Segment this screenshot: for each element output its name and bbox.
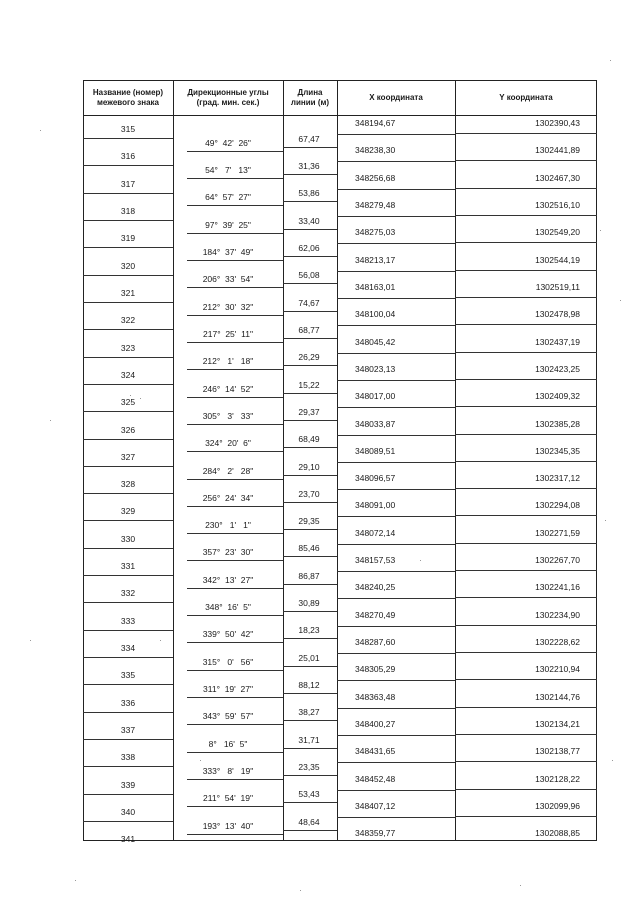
scan-speck: [50, 420, 51, 421]
row-divider: [83, 357, 173, 358]
row-divider: [455, 160, 597, 161]
x-coordinate: 348452,48: [355, 774, 396, 784]
row-divider: [455, 816, 597, 817]
row-divider: [283, 147, 337, 148]
row-divider: [337, 462, 455, 463]
row-divider: [337, 271, 455, 272]
row-divider: [337, 325, 455, 326]
line-length: 29,35: [298, 516, 320, 526]
direction-angle: 339° 50' 42": [202, 629, 254, 639]
row-divider: [337, 298, 455, 299]
direction-angle: 343° 59' 57": [202, 711, 254, 721]
x-coordinate: 348240,25: [355, 582, 396, 592]
row-divider: [283, 201, 337, 202]
row-divider: [283, 229, 337, 230]
row-divider: [283, 338, 337, 339]
scan-speck: [160, 640, 161, 641]
row-divider: [83, 193, 173, 194]
row-divider: [283, 502, 337, 503]
row-divider: [337, 790, 455, 791]
mark-number: 320: [120, 261, 136, 271]
y-coordinate: 1302317,12: [535, 473, 580, 483]
x-coordinate: 348238,30: [355, 145, 396, 155]
scan-speck: [40, 130, 41, 131]
direction-angle: 97° 39' 25": [205, 220, 251, 230]
row-divider: [187, 178, 283, 179]
x-coordinate: 348270,49: [355, 610, 396, 620]
y-coordinate: 1302294,08: [535, 500, 580, 510]
row-divider: [337, 544, 455, 545]
scan-speck: [140, 398, 141, 399]
line-length: 25,01: [298, 653, 320, 663]
scan-speck: [130, 395, 131, 396]
line-length: 68,77: [298, 325, 320, 335]
row-divider: [337, 762, 455, 763]
y-coordinate: 1302390,43: [535, 118, 580, 128]
x-coordinate: 348023,13: [355, 364, 396, 374]
mark-number: 317: [120, 179, 136, 189]
row-divider: [337, 680, 455, 681]
mark-number: 332: [120, 588, 136, 598]
row-divider: [283, 611, 337, 612]
row-divider: [455, 406, 597, 407]
y-coordinate: 1302241,16: [535, 582, 580, 592]
x-coordinate: 348100,04: [355, 309, 396, 319]
row-divider: [187, 533, 283, 534]
row-divider: [337, 189, 455, 190]
row-divider: [283, 720, 337, 721]
mark-number: 323: [120, 343, 136, 353]
row-divider: [337, 626, 455, 627]
row-divider: [455, 625, 597, 626]
x-coordinate: 348305,29: [355, 664, 396, 674]
row-divider: [455, 188, 597, 189]
row-divider: [187, 424, 283, 425]
row-divider: [337, 489, 455, 490]
row-divider: [337, 598, 455, 599]
x-coordinate: 348279,48: [355, 200, 396, 210]
row-divider: [187, 369, 283, 370]
direction-angle: 284° 2' 28": [202, 466, 254, 476]
row-divider: [83, 520, 173, 521]
row-divider: [337, 435, 455, 436]
row-divider: [337, 161, 455, 162]
line-length: 23,70: [298, 489, 320, 499]
row-divider: [187, 479, 283, 480]
row-divider: [187, 451, 283, 452]
row-divider: [187, 260, 283, 261]
line-length: 29,10: [298, 462, 320, 472]
row-divider: [187, 397, 283, 398]
line-length: 38,27: [298, 707, 320, 717]
direction-angle: 324° 20' 6": [205, 438, 251, 448]
line-length: 48,64: [298, 817, 320, 827]
row-divider: [283, 584, 337, 585]
row-divider: [187, 615, 283, 616]
y-coordinate: 1302478,98: [535, 309, 580, 319]
row-divider: [283, 693, 337, 694]
line-length: 15,22: [298, 380, 320, 390]
row-divider: [455, 789, 597, 790]
header-direction: Дирекционные углы (град. мин. сек.): [187, 88, 269, 107]
mark-number: 329: [120, 506, 136, 516]
mark-number: 338: [120, 752, 136, 762]
y-coordinate: 1302099,96: [535, 801, 580, 811]
direction-angle: 256° 24' 34": [202, 493, 254, 503]
y-coordinate: 1302267,70: [535, 555, 580, 565]
row-divider: [455, 734, 597, 735]
x-coordinate: 348359,77: [355, 828, 396, 838]
line-length: 26,29: [298, 352, 320, 362]
row-divider: [83, 575, 173, 576]
row-divider: [455, 461, 597, 462]
row-divider: [83, 275, 173, 276]
y-coordinate: 1302271,59: [535, 528, 580, 538]
row-divider: [187, 779, 283, 780]
x-coordinate: 348363,48: [355, 692, 396, 702]
row-divider: [187, 315, 283, 316]
direction-angle: 333° 8' 19": [202, 766, 254, 776]
mark-number: 330: [120, 534, 136, 544]
direction-angle: 246° 14' 52": [202, 384, 254, 394]
mark-number: 322: [120, 315, 136, 325]
direction-angle: 212° 30' 32": [202, 302, 254, 312]
row-divider: [455, 434, 597, 435]
row-divider: [187, 834, 283, 835]
row-divider: [83, 657, 173, 658]
row-divider: [283, 393, 337, 394]
x-coordinate: 348213,17: [355, 255, 396, 265]
x-coordinate: 348096,57: [355, 473, 396, 483]
y-coordinate: 1302234,90: [535, 610, 580, 620]
y-coordinate: 1302128,22: [535, 774, 580, 784]
line-length: 74,67: [298, 298, 320, 308]
direction-angle: 64° 57' 27": [205, 192, 251, 202]
scan-speck: [420, 560, 421, 561]
row-divider: [283, 256, 337, 257]
direction-angle: 357° 23' 30": [202, 547, 254, 557]
row-divider: [187, 506, 283, 507]
mark-number: 315: [120, 124, 136, 134]
row-divider: [337, 653, 455, 654]
y-coordinate: 1302544,19: [535, 255, 580, 265]
mark-number: 324: [120, 370, 136, 380]
x-coordinate: 348072,14: [355, 528, 396, 538]
row-divider: [83, 138, 173, 139]
mark-number: 331: [120, 561, 136, 571]
mark-number: 318: [120, 206, 136, 216]
x-coordinate: 348287,60: [355, 637, 396, 647]
scan-speck: [612, 760, 613, 761]
x-coordinate: 348407,12: [355, 801, 396, 811]
row-divider: [455, 652, 597, 653]
mark-number: 325: [120, 397, 136, 407]
y-coordinate: 1302409,32: [535, 391, 580, 401]
scan-speck: [620, 300, 621, 301]
line-length: 53,43: [298, 789, 320, 799]
header-x: X координата: [369, 93, 423, 102]
row-divider: [283, 475, 337, 476]
row-divider: [337, 243, 455, 244]
row-divider: [337, 353, 455, 354]
y-coordinate: 1302088,85: [535, 828, 580, 838]
row-divider: [187, 806, 283, 807]
mark-number: 333: [120, 616, 136, 626]
row-divider: [283, 529, 337, 530]
row-divider: [83, 548, 173, 549]
row-divider: [83, 165, 173, 166]
row-divider: [83, 384, 173, 385]
mark-number: 321: [120, 288, 136, 298]
row-divider: [83, 630, 173, 631]
row-divider: [283, 638, 337, 639]
scan-speck: [600, 230, 601, 231]
x-coordinate: 348033,87: [355, 419, 396, 429]
row-divider: [455, 707, 597, 708]
direction-angle: 230° 1' 1": [205, 520, 251, 530]
row-divider: [337, 216, 455, 217]
line-length: 23,35: [298, 762, 320, 772]
y-coordinate: 1302516,10: [535, 200, 580, 210]
row-divider: [455, 215, 597, 216]
x-coordinate: 348400,27: [355, 719, 396, 729]
row-divider: [455, 488, 597, 489]
direction-angle: 217° 25' 11": [203, 329, 253, 339]
direction-angle: 311° 19' 27": [203, 684, 253, 694]
x-coordinate: 348089,51: [355, 446, 396, 456]
row-divider: [283, 666, 337, 667]
row-divider: [283, 283, 337, 284]
row-divider: [283, 802, 337, 803]
y-coordinate: 1302519,11: [535, 282, 580, 292]
row-divider: [283, 830, 337, 831]
row-divider: [455, 133, 597, 134]
direction-angle: 193° 13' 40": [202, 821, 254, 831]
row-divider: [187, 151, 283, 152]
line-length: 56,08: [298, 270, 320, 280]
direction-angle: 305° 3' 33": [202, 411, 254, 421]
row-divider: [83, 247, 173, 248]
direction-angle: 212° 1' 18": [202, 356, 254, 366]
row-divider: [455, 352, 597, 353]
direction-angle: 211° 54' 19": [203, 793, 253, 803]
x-coordinate: 348091,00: [355, 500, 396, 510]
mark-number: 328: [120, 479, 136, 489]
row-divider: [83, 794, 173, 795]
row-divider: [337, 380, 455, 381]
x-coordinate: 348017,00: [355, 391, 396, 401]
row-divider: [455, 270, 597, 271]
row-divider: [283, 447, 337, 448]
scan-speck: [605, 520, 606, 521]
row-divider: [83, 411, 173, 412]
row-divider: [455, 379, 597, 380]
line-length: 33,40: [298, 216, 320, 226]
mark-number: 316: [120, 151, 136, 161]
row-divider: [187, 724, 283, 725]
header-length: Длина линии (м): [290, 88, 330, 107]
row-divider: [337, 134, 455, 135]
row-divider: [187, 560, 283, 561]
direction-angle: 206° 33' 54": [202, 274, 254, 284]
line-length: 31,36: [298, 161, 320, 171]
header-y: Y координата: [499, 93, 553, 102]
line-length: 29,37: [298, 407, 320, 417]
x-coordinate: 348431,65: [355, 746, 396, 756]
row-divider: [337, 571, 455, 572]
line-length: 68,49: [298, 434, 320, 444]
line-length: 67,47: [298, 134, 320, 144]
line-length: 85,46: [298, 543, 320, 553]
y-coordinate: 1302144,76: [535, 692, 580, 702]
row-divider: [83, 220, 173, 221]
row-divider: [83, 466, 173, 467]
line-length: 53,86: [298, 188, 320, 198]
row-divider: [83, 602, 173, 603]
header-divider: [83, 115, 597, 116]
x-coordinate: 348157,53: [355, 555, 396, 565]
y-coordinate: 1302467,30: [535, 173, 580, 183]
row-divider: [283, 174, 337, 175]
row-divider: [455, 761, 597, 762]
mark-number: 335: [120, 670, 136, 680]
mark-number: 334: [120, 643, 136, 653]
row-divider: [83, 439, 173, 440]
line-length: 30,89: [298, 598, 320, 608]
mark-number: 319: [120, 233, 136, 243]
y-coordinate: 1302138,77: [535, 746, 580, 756]
scan-speck: [30, 640, 31, 641]
row-divider: [455, 570, 597, 571]
x-coordinate: 348163,01: [355, 282, 396, 292]
row-divider: [455, 515, 597, 516]
row-divider: [83, 493, 173, 494]
row-divider: [83, 739, 173, 740]
line-length: 18,23: [298, 625, 320, 635]
direction-angle: 8° 16' 5": [208, 739, 248, 749]
direction-angle: 315° 0' 56": [202, 657, 254, 667]
direction-angle: 49° 42' 26": [205, 138, 251, 148]
x-coordinate: 348256,68: [355, 173, 396, 183]
header-mark-name: Название (номер) межевого знака: [92, 88, 164, 107]
row-divider: [455, 297, 597, 298]
y-coordinate: 1302423,25: [535, 364, 580, 374]
mark-number: 339: [120, 780, 136, 790]
row-divider: [83, 766, 173, 767]
row-divider: [283, 311, 337, 312]
row-divider: [83, 684, 173, 685]
row-divider: [187, 670, 283, 671]
row-divider: [455, 597, 597, 598]
direction-angle: 348° 16' 5": [205, 602, 251, 612]
x-coordinate: 348045,42: [355, 337, 396, 347]
row-divider: [83, 821, 173, 822]
scan-speck: [520, 885, 521, 886]
y-coordinate: 1302210,94: [535, 664, 580, 674]
row-divider: [283, 556, 337, 557]
x-coordinate: 348275,03: [355, 227, 396, 237]
x-coordinate: 348194,67: [355, 118, 396, 128]
row-divider: [83, 302, 173, 303]
y-coordinate: 1302134,21: [535, 719, 580, 729]
row-divider: [187, 205, 283, 206]
y-coordinate: 1302385,28: [535, 419, 580, 429]
row-divider: [283, 420, 337, 421]
row-divider: [187, 588, 283, 589]
scan-speck: [300, 890, 301, 891]
mark-number: 326: [120, 425, 136, 435]
y-coordinate: 1302228,62: [535, 637, 580, 647]
mark-number: 327: [120, 452, 136, 462]
row-divider: [337, 708, 455, 709]
row-divider: [187, 287, 283, 288]
row-divider: [83, 712, 173, 713]
column-divider: [337, 80, 338, 841]
row-divider: [283, 775, 337, 776]
y-coordinate: 1302345,35: [535, 446, 580, 456]
y-coordinate: 1302441,89: [535, 145, 580, 155]
row-divider: [337, 817, 455, 818]
mark-number: 340: [120, 807, 136, 817]
scan-speck: [200, 760, 201, 761]
row-divider: [337, 407, 455, 408]
row-divider: [187, 752, 283, 753]
y-coordinate: 1302437,19: [535, 337, 580, 347]
mark-number: 336: [120, 698, 136, 708]
row-divider: [455, 679, 597, 680]
direction-angle: 342° 13' 27": [202, 575, 254, 585]
row-divider: [283, 748, 337, 749]
scan-speck: [610, 60, 611, 61]
row-divider: [283, 365, 337, 366]
row-divider: [455, 324, 597, 325]
direction-angle: 184° 37' 49": [202, 247, 254, 257]
mark-number: 341: [120, 834, 136, 844]
scan-speck: [75, 880, 76, 881]
row-divider: [337, 735, 455, 736]
mark-number: 337: [120, 725, 136, 735]
row-divider: [455, 543, 597, 544]
row-divider: [187, 642, 283, 643]
y-coordinate: 1302549,20: [535, 227, 580, 237]
row-divider: [83, 329, 173, 330]
row-divider: [187, 233, 283, 234]
line-length: 88,12: [298, 680, 320, 690]
line-length: 86,87: [298, 571, 320, 581]
line-length: 31,71: [298, 735, 320, 745]
row-divider: [455, 242, 597, 243]
direction-angle: 54° 7' 13": [205, 165, 251, 175]
row-divider: [187, 342, 283, 343]
line-length: 62,06: [298, 243, 320, 253]
row-divider: [187, 697, 283, 698]
row-divider: [337, 516, 455, 517]
